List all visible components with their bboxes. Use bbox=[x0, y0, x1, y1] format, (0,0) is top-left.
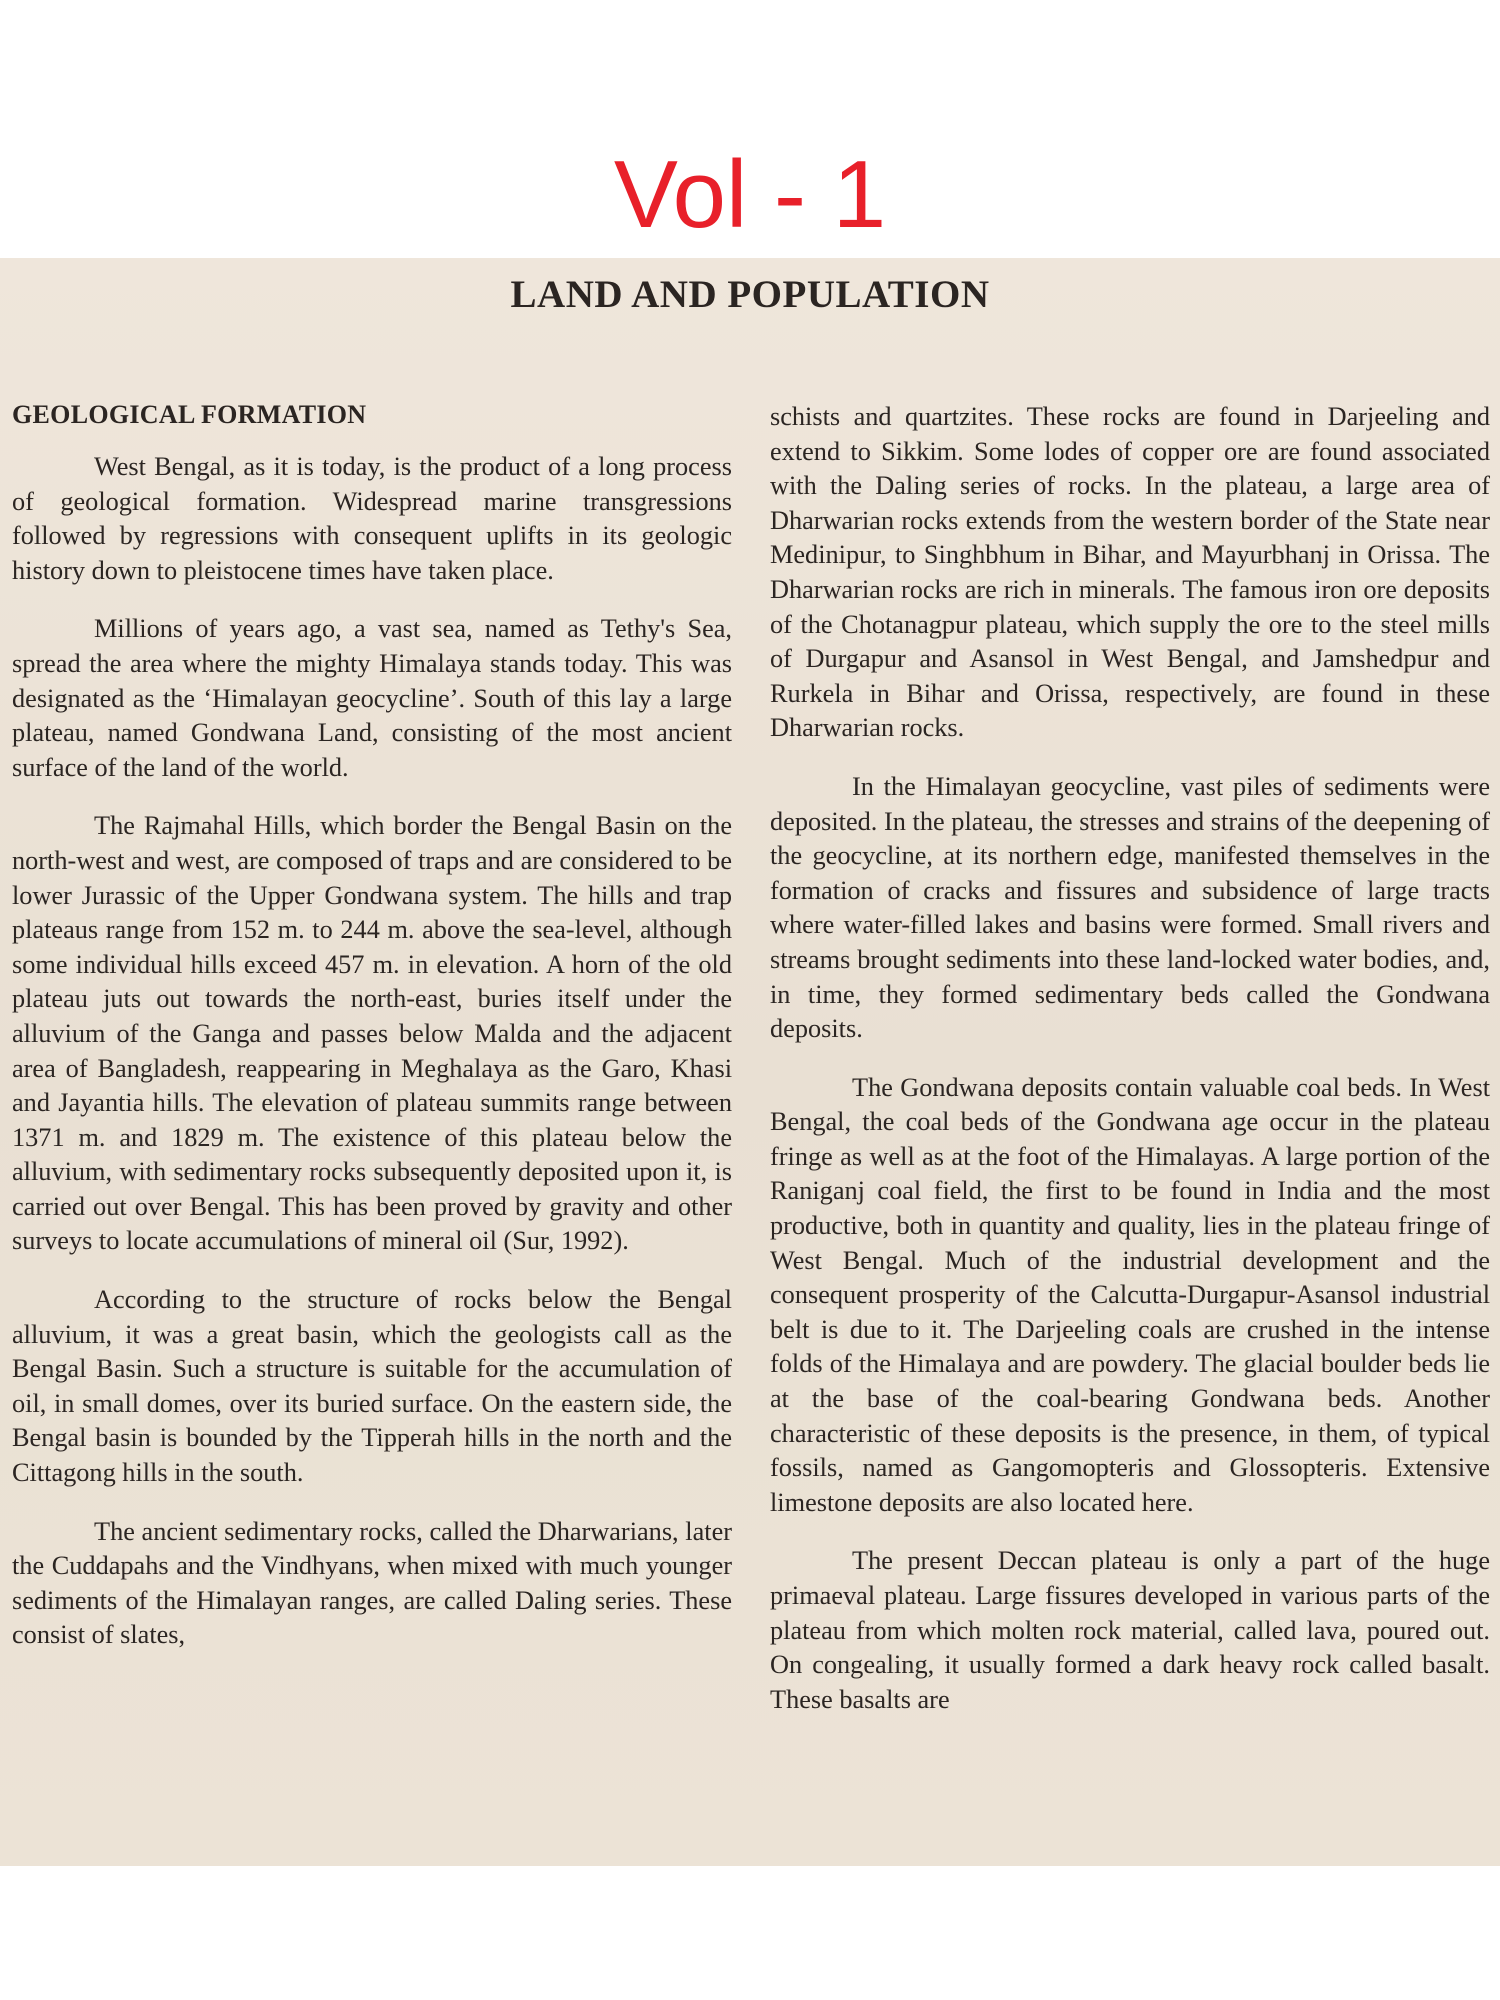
paragraph: West Bengal, as it is today, is the product of a long process of geological formation. Widespread marine transgressions followed by regressions with consequent uplifts in its geologic history down to pleistocene times have taken place. bbox=[12, 452, 732, 585]
page-title: LAND AND POPULATION bbox=[510, 273, 990, 316]
paragraph: According to the structure of rocks below the Bengal alluvium, it was a great basin, which the geologists call as the Bengal Basin. Such a structure is suitable for the accumulation of oil, in small domes, over its buried surface. On the eastern side, the Bengal basin is bounded by the Tipperah hills in the north and the Cittagong hills in the south. bbox=[12, 1285, 732, 1488]
volume-label: Vol - 1 bbox=[613, 141, 887, 248]
scanned-page bbox=[0, 258, 1500, 1866]
paragraph: Millions of years ago, a vast sea, named as Tethy's Sea, spread the area where the mighty Himalaya stands today. This was designated as the ‘Himalayan geocycline’. South of this lay a large plateau, named Gondwana Land, consisting of the most ancient surface of the land of the world. bbox=[12, 614, 732, 782]
left-column bbox=[12, 400, 732, 1677]
section-heading: GEOLOGICAL FORMATION bbox=[12, 400, 367, 429]
paragraph: In the Himalayan geocycline, vast piles of sediments were deposited. In the plateau, the stresses and strains of the deepening of the geocycline, at its northern edge, manifested themselves in the formation of cracks and fissures and subsidence of large tracts where water-filled lakes and basins were formed. Small rivers and streams brought sediments into these land-locked water bodies, and, in time, they formed sedimentary beds called the Gondwana deposits. bbox=[770, 771, 1490, 1044]
paragraph: The ancient sedimentary rocks, called the Dharwarians, later the Cuddapahs and the Vindhyans, when mixed with much younger sediments of the Himalayan ranges, are called Daling series. These consist of slates, bbox=[12, 1516, 732, 1650]
right-column bbox=[770, 400, 1490, 1741]
paragraph: schists and quartzites. These rocks are found in Darjeeling and extend to Sikkim. Some lodes of copper ore are found associated with the Daling series of rocks. In the plateau, a large area of Dharwarian rocks extends from the western border of the State near Medinipur, to Singhbhum in Bihar, and Mayurbhanj in Orissa. The Dharwarian rocks are rich in minerals. The famous iron ore deposits of the Chotanagpur plateau, which supply the ore to the steel mills of Durgapur and Asansol in West Bengal, and Jamshedpur and Rurkela in Bihar and Orissa, respectively, are found in these Dharwarian rocks. bbox=[770, 402, 1490, 743]
paragraph: The Rajmahal Hills, which border the Bengal Basin on the north-west and west, are composed of traps and are considered to be lower Jurassic of the Upper Gondwana system. The hills and trap plateaus range from 152 m. to 244 m. above the sea-level, although some individual hills exceed 457 m. in elevation. A horn of the old plateau juts out towards the north-east, buries itself under the alluvium of the Ganga and passes below Malda and the adjacent area of Bangladesh, reappearing in Meghalaya as the Garo, Khasi and Jayantia hills. The elevation of plateau summits range between 1371 m. and 1829 m. The existence of this plateau below the alluvium, with sedimentary rocks subsequently deposited upon it, is carried out over Bengal. This has been proved by gravity and other surveys to locate accumulations of mineral oil (Sur, 1992). bbox=[12, 811, 732, 1256]
paragraph: The present Deccan plateau is only a part of the huge primaeval plateau. Large fissures developed in various parts of the plateau from which molten rock material, called lava, poured out. On congealing, it usually formed a dark heavy rock called basalt. These basalts are bbox=[770, 1546, 1490, 1714]
paragraph: The Gondwana deposits contain valuable coal beds. In West Bengal, the coal beds of the Gondwana age occur in the plateau fringe as well as at the foot of the Himalayas. A large portion of the Raniganj coal field, the first to be found in India and the most productive, both in quantity and quality, lies in the plateau fringe of West Bengal. Much of the industrial development and the consequent prosperity of the Calcutta-Durgapur-Asansol industrial belt is due to it. The Darjeeling coals are crushed in the intense folds of the Himalaya and are powdery. The glacial boulder beds lie at the base of the coal-bearing Gondwana beds. Another characteristic of these deposits is the presence, in them, of typical fossils, named as Gangomopteris and Glossopteris. Extensive limestone deposits are also located here. bbox=[770, 1072, 1490, 1517]
